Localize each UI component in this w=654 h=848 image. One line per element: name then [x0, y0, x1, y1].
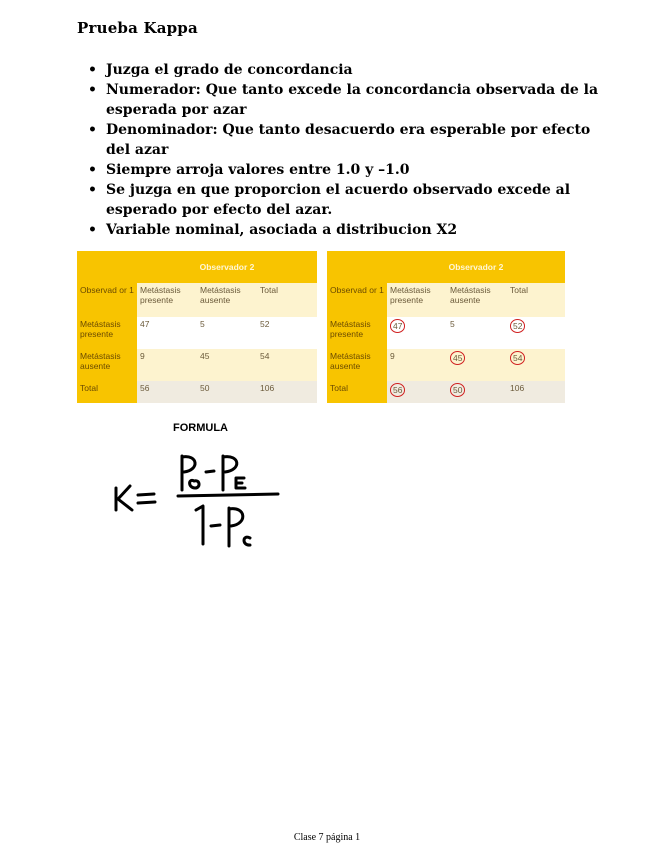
- table-cell: 5: [447, 317, 507, 349]
- row-header-label: Observad or 1: [327, 283, 387, 317]
- circled-value: 56: [390, 383, 405, 397]
- table-cell: [447, 349, 507, 381]
- table-cell: 45: [197, 349, 257, 381]
- table-cell: [507, 349, 565, 381]
- page-footer: Clase 7 página 1: [293, 832, 361, 843]
- circled-value: 52: [510, 319, 525, 333]
- table-cell: 47: [137, 317, 197, 349]
- table-cell: 50: [197, 381, 257, 403]
- bullet-item: • Se juzga en que proporcion el acuerdo observado excede al esperado por efecto del azar.: [88, 180, 608, 220]
- concordance-table-2: [327, 251, 565, 403]
- table-cell: [447, 381, 507, 403]
- column-header: Metástasis ausente: [447, 283, 507, 317]
- handwritten-kappa-formula: [108, 448, 288, 560]
- row-label: Total: [77, 381, 137, 403]
- column-header: Total: [507, 283, 565, 317]
- page-title: Prueba Kappa: [77, 19, 198, 37]
- bullet-item: • Siempre arroja valores entre 1.0 y –1.0: [88, 160, 608, 180]
- table-cell: [387, 317, 447, 349]
- table-cell: 106: [257, 381, 317, 403]
- table-corner: [327, 251, 387, 283]
- formula-label: FORMULA: [173, 422, 228, 434]
- table-cell: 9: [387, 349, 447, 381]
- column-header: Total: [257, 283, 317, 317]
- column-header: Metástasis presente: [387, 283, 447, 317]
- column-header: Metástasis presente: [137, 283, 197, 317]
- row-label: Metástasis ausente: [327, 349, 387, 381]
- circled-value: 50: [450, 383, 465, 397]
- row-label: Total: [327, 381, 387, 403]
- circled-value: 54: [510, 351, 525, 365]
- bullet-list: [88, 60, 608, 240]
- table-cell: 5: [197, 317, 257, 349]
- table-corner: [77, 251, 137, 283]
- table-cell: 106: [507, 381, 565, 403]
- table-header: Observador 2: [387, 251, 565, 283]
- table-cell: 52: [257, 317, 317, 349]
- bullet-item: • Variable nominal, asociada a distribucion X2: [88, 220, 608, 240]
- concordance-table-1: [77, 251, 317, 403]
- circled-value: 47: [390, 319, 405, 333]
- table-cell: 54: [257, 349, 317, 381]
- bullet-item: • Numerador: Que tanto excede la concordancia observada de la esperada por azar: [88, 80, 608, 120]
- table-cell: 56: [137, 381, 197, 403]
- column-header: Metástasis ausente: [197, 283, 257, 317]
- table-header: Observador 2: [137, 251, 317, 283]
- table-cell: 9: [137, 349, 197, 381]
- table-cell: [507, 317, 565, 349]
- table-cell: [387, 381, 447, 403]
- row-label: Metástasis ausente: [77, 349, 137, 381]
- bullet-item: • Denominador: Que tanto desacuerdo era esperable por efecto del azar: [88, 120, 608, 160]
- row-label: Metástasis presente: [77, 317, 137, 349]
- circled-value: 45: [450, 351, 465, 365]
- row-label: Metástasis presente: [327, 317, 387, 349]
- row-header-label: Observad or 1: [77, 283, 137, 317]
- bullet-item: • Juzga el grado de concordancia: [88, 60, 608, 80]
